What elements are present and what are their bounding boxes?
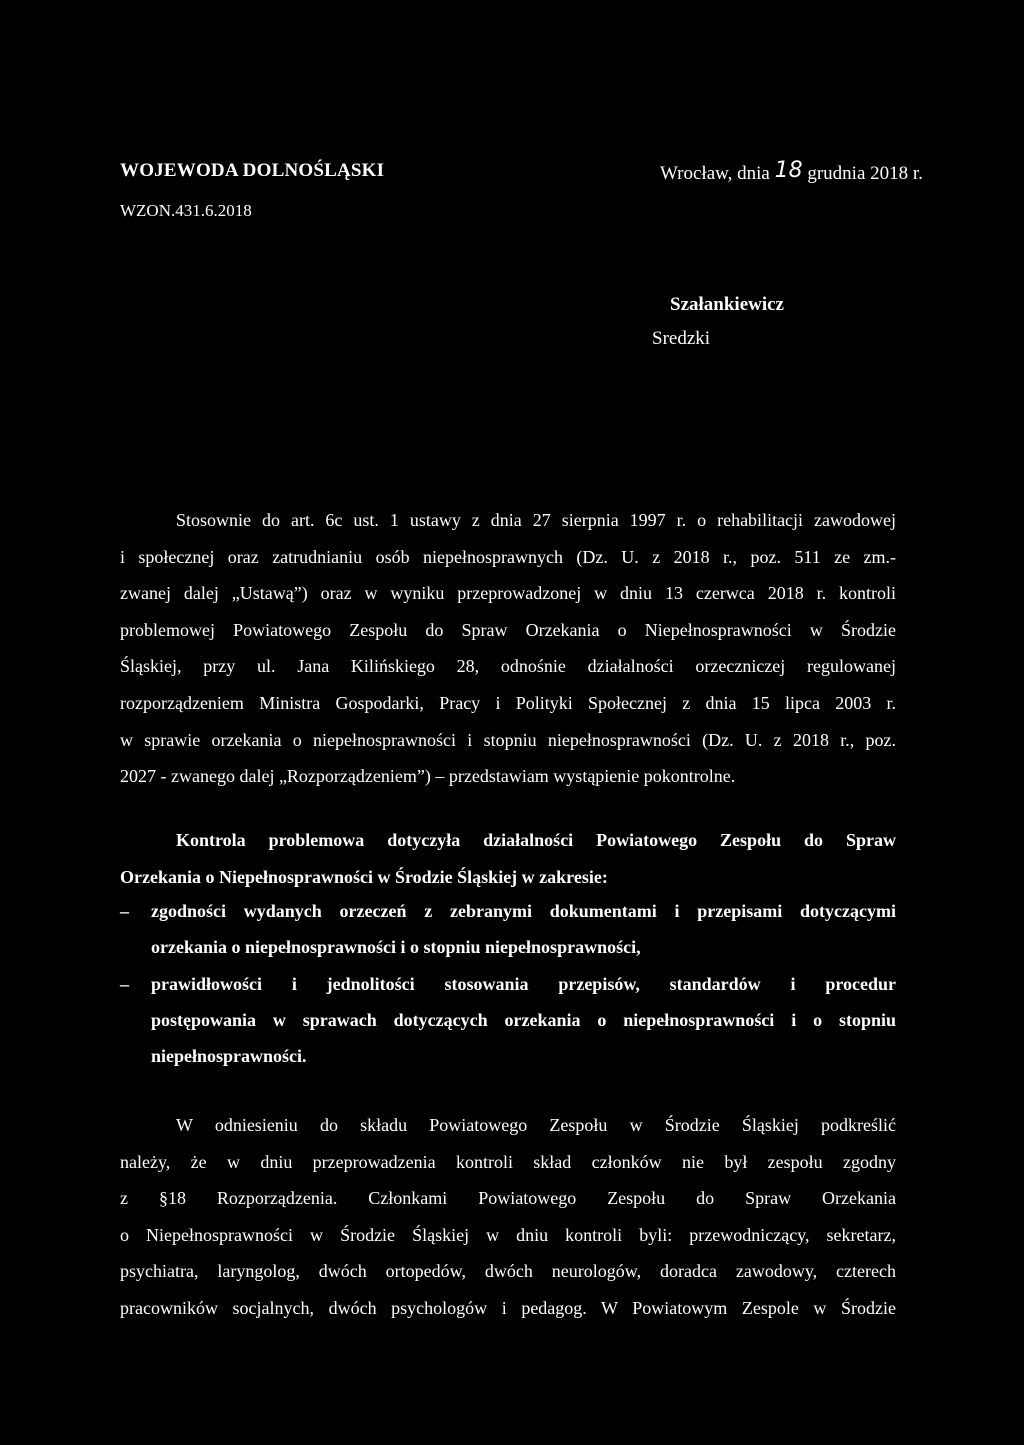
text-line: z §18 Rozporządzenia. Członkami Powiatowego Zespołu do Spraw Orzekania xyxy=(120,1188,896,1209)
text-line: orzekania o niepełnosprawności i o stopniu niepełnosprawności, xyxy=(151,937,641,957)
recipient-name: Szałankiewicz xyxy=(670,294,784,315)
issuer-name: WOJEWODA DOLNOŚLĄSKI xyxy=(120,160,385,181)
text-line: Śląskiej, przy ul. Jana Kilińskiego 28, odnośnie działalności orzeczniczej regulowanej xyxy=(120,656,896,677)
reference-number: WZON.431.6.2018 xyxy=(120,201,252,220)
bullet-dash: – xyxy=(120,974,129,994)
text-line: W odniesieniu do składu Powiatowego Zespołu w Środzie Śląskiej podkreślić xyxy=(176,1115,896,1135)
text-line: w sprawie orzekania o niepełnosprawności i stopniu niepełnosprawności (Dz. U. z 2018 r., poz. xyxy=(120,729,896,750)
text-line: zwanej dalej „Ustawą”) oraz w wyniku przeprowadzonej w dniu 13 czerwca 2018 r. kontroli xyxy=(120,583,896,604)
intro-paragraph xyxy=(120,502,896,795)
text-line: psychiatra, laryngolog, dwóch ortopedów, dwóch neurologów, doradca zawodowy, czterech xyxy=(120,1261,896,1282)
text-line: należy, że w dniu przeprowadzenia kontroli skład członków nie był zespołu zgodny xyxy=(120,1151,896,1172)
text-line: Kontrola problemowa dotyczyła działalności Powiatowego Zespołu do Spraw xyxy=(176,830,896,850)
text-line: pracowników socjalnych, dwóch psychologów i pedagog. W Powiatowym Zespole w Środzie xyxy=(120,1297,896,1318)
recipient-place: Sredzki xyxy=(652,328,711,349)
text-line: niepełnosprawności. xyxy=(151,1046,307,1066)
date-suffix: grudnia 2018 r. xyxy=(807,163,923,184)
date-day-handwritten: 18 xyxy=(774,158,803,183)
bullet-dash: – xyxy=(120,901,129,921)
date-line xyxy=(660,160,923,185)
scope-paragraph xyxy=(120,822,896,895)
text-line: 2027 - zwanego dalej „Rozporządzeniem”) – przedstawiam wystąpienie pokontrolne. xyxy=(120,766,736,787)
text-line: postępowania w sprawach dotyczących orzekania o niepełnosprawności i o stopniu xyxy=(151,1010,896,1030)
text-line: prawidłowości i jednolitości stosowania przepisów, standardów i procedur xyxy=(151,974,896,994)
text-line: rozporządzeniem Ministra Gospodarki, Pracy i Polityki Społecznej z dnia 15 lipca 2003 r. xyxy=(120,692,896,713)
text-line: Orzekania o Niepełnosprawności w Środzie Śląskiej w zakresie: xyxy=(120,866,608,887)
date-prefix: Wrocław, dnia xyxy=(660,163,770,184)
scope-bullet-2 xyxy=(120,966,896,1074)
text-line: Stosownie do art. 6c ust. 1 ustawy z dnia 27 sierpnia 1997 r. o rehabilitacji zawodowej xyxy=(176,510,896,530)
text-line: i społecznej oraz zatrudnianiu osób niepełnosprawnych (Dz. U. z 2018 r., poz. 511 ze zm.- xyxy=(120,546,896,567)
composition-paragraph xyxy=(120,1107,896,1327)
scope-bullet-1 xyxy=(120,893,896,965)
text-line: problemowej Powiatowego Zespołu do Spraw Orzekania o Niepełnosprawności w Środzie xyxy=(120,619,896,640)
text-line: o Niepełnosprawności w Środzie Śląskiej w dniu kontroli byli: przewodniczący, sekretarz, xyxy=(120,1224,896,1245)
text-line: zgodności wydanych orzeczeń z zebranymi dokumentami i przepisami dotyczącymi xyxy=(151,901,896,921)
